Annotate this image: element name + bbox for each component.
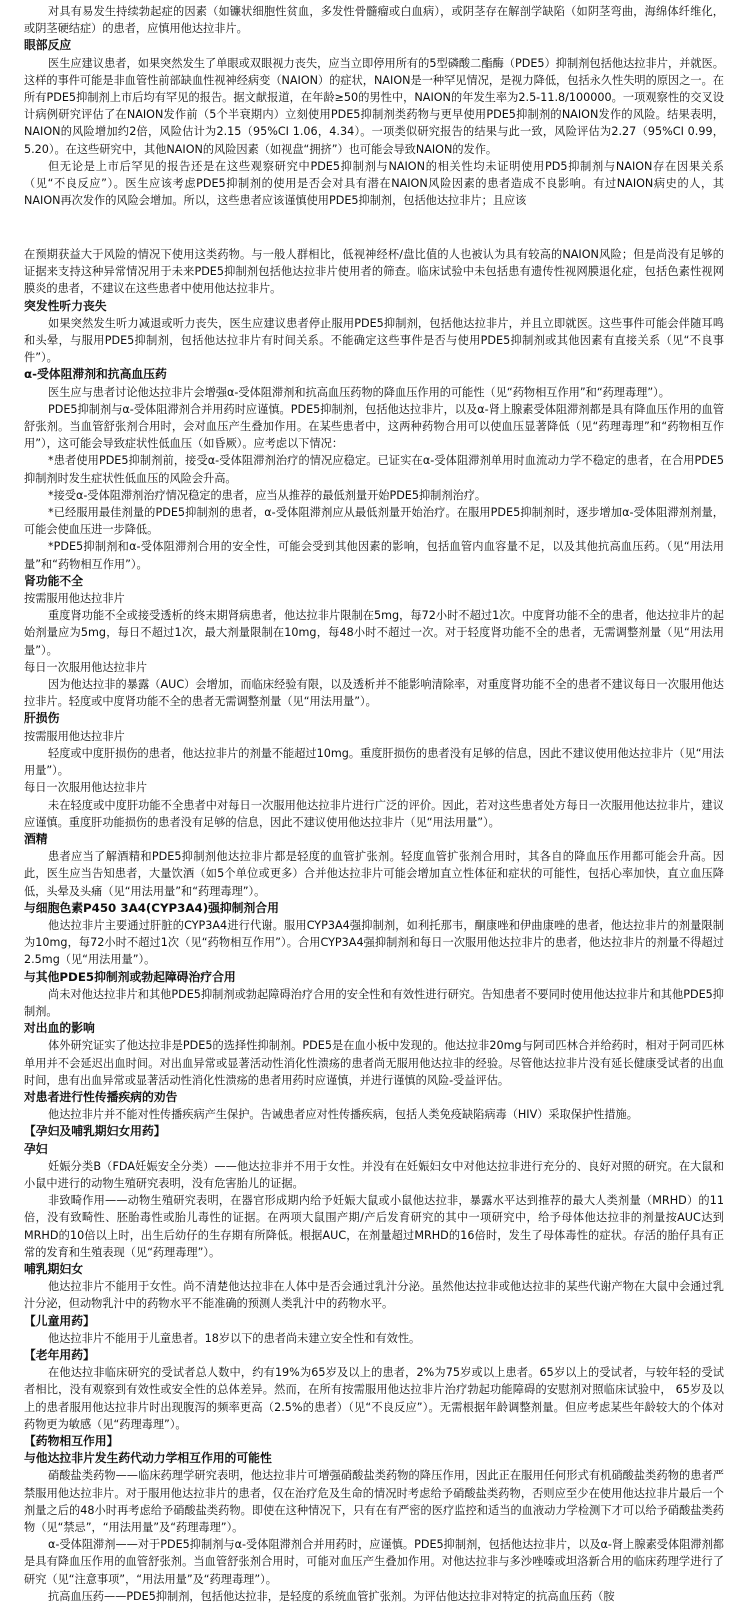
paragraph: 他达拉非片并不能对性传播疾病产生保护。告诫患者应对性传播疾病，包括人类免疫缺陷病毒（HIV）采取保护性措施。 xyxy=(48,1108,638,1122)
paragraph: 尚未对他达拉非片和其他PDE5抑制剂或勃起障碍治疗合用的安全性和有效性进行研究。告知患者不要同时使用他达拉非片和其他PDE5抑制剂。 xyxy=(24,987,724,1018)
paragraph: 重度肾功能不全或接受透析的终末期肾病患者，他达拉非片限制在5mg，每72小时不超过1次。中度肾功能不全的患者，他达拉非片的起始剂量应为5mg，每日不超过1次，最大剂量限制在10mg，每48小时不超过一次。对于轻度肾功能不全的患者，无需调整剂量（见“用法用量”）。 xyxy=(24,609,724,657)
subheading: 按需服用他达拉非片 xyxy=(24,729,125,743)
subheading: 每日一次服用他达拉非片 xyxy=(24,781,148,795)
paragraph: *患者使用PDE5抑制剂前，接受α-受体阻滞剂治疗的情况应稳定。已证实在α-受体阻滞剂单用时血流动力学不稳定的患者，在合用PDE5抑制剂时发生症状性低血压的风险会升高。 xyxy=(24,454,724,485)
paragraph: 他达拉非片主要通过肝脏的CYP3A4进行代谢。服用CYP3A4强抑制剂，如利托那韦，酮康唑和伊曲康唑的患者，他达拉非片的剂量限制为10mg，每72小时不超过1次（见“药物相互作用”）。合用CYP3A4强抑制剂和每日一次服用他达拉非片的患者，他达拉非片的剂量不得超过2.5mg（见“用法用量”）。 xyxy=(24,918,724,967)
paragraph: *接受α-受体阻滞剂治疗情况稳定的患者，应当从推荐的最低剂量开始PDE5抑制剂治疗。 xyxy=(48,488,487,502)
paragraph: 在他达拉非临床研究的受试者总人数中，约有19%为65岁及以上的患者，2%为75岁或以上患者。65岁以上的受试者，与较年轻的受试者相比，没有观察到有效性或安全性的总体差异。然而，在所有按需服用他达拉非片治疗勃起功能障碍的安慰剂对照临床试验中， 65岁及以上的患者服用他达拉非片时出现腹泻的频率更高（2.5%的患者）（见“不良反应”）。无需根据年龄调整剂量。但应考虑某些年龄较大的个体对药物更为敏感（见“药理毒理”）。 xyxy=(24,1366,724,1431)
chapter-heading: 【儿童用药】 xyxy=(24,1313,95,1328)
section-heading: 对患者进行性传播疾病的劝告 xyxy=(24,1089,178,1104)
paragraph: 硝酸盐类药物——临床药理学研究表明，他达拉非片可增强硝酸盐类药物的降压作用，因此正在服用任何形式有机硝酸盐类药物的患者严禁服用他达拉非片。对于服用他达拉非片的患者，仅在治疗危及生命的情况时考虑给予硝酸盐类药物，否则应至少在使用他达拉非片最后一个剂量之后的48小时再考虑给予硝酸盐类药物。即使在这种情况下，只有在有严密的医疗监控和适当的血液动力学检测下才可以给予硝酸盐类药物（见“禁忌”，“用法用量”及“药理毒理”）。 xyxy=(24,1469,724,1535)
paragraph: *PDE5抑制剂和α-受体阻滞剂合用的安全性，可能会受到其他因素的影响，包括血管内血容量不足，以及其他抗高血压药。（见“用法用量”和“药物相互作用”）。 xyxy=(24,540,724,571)
subheading: 按需服用他达拉非片 xyxy=(24,592,125,606)
chapter-heading: 【孕妇及哺乳期妇女用药】 xyxy=(24,1124,166,1139)
paragraph: 医生应与患者讨论他达拉非片会增强α-受体阻滞剂和抗高血压药物的降血压作用的可能性（见“药物相互作用”和“药理毒理”）。 xyxy=(48,385,670,399)
subheading: 每日一次服用他达拉非片 xyxy=(24,660,148,674)
paragraph: *已经服用最佳剂量的PDE5抑制剂的患者，α-受体阻滞剂应从最低剂量开始治疗。在服用PDE5抑制剂时，逐步增加α-受体阻滞剂剂量，可能会使血压进一步降低。 xyxy=(24,506,724,537)
paragraph: 他达拉非片不能用于儿童患者。18岁以下的患者尚未建立安全性和有效性。 xyxy=(48,1331,421,1345)
paragraph: 如果突然发生听力减退或听力丧失，医生应建议患者停止服用PDE5抑制剂，包括他达拉非片，并且立即就医。这些事件可能会伴随耳鸣和头晕，与服用PDE5抑制剂，包括他达拉非片有时间关系。不能确定这些事件是否与使用PDE5抑制剂或其他因素有直接关系（见“不良事件”）。 xyxy=(24,316,724,365)
paragraph: 在预期获益大于风险的情况下使用这类药物。与一般人群相比，低视神经杯/盘比值的人也被认为具有较高的NAION风险；但是尚没有足够的证据来支持这种异常情况用于未来PDE5抑制剂包括他达拉非片使用者的筛查。临床试验中未包括患有遗传性视网膜退化症，包括色素性视网膜炎的患者，不建议在这些患者中使用他达拉非片。 xyxy=(24,248,724,296)
paragraph: PDE5抑制剂与α-受体阻滞剂合并用药时应谨慎。PDE5抑制剂，包括他达拉非片，以及α-肾上腺素受体阻滞剂都是具有降血压作用的血管舒张剂。当血管舒张剂合用时，会对血压产生叠加作用。在某些患者中，这两种药物合用可以使血压显著降低（见“药理毒理”和“药物相互作用”），这可能会导致症状性低血压（如昏厥）。应考虑以下情况： xyxy=(24,402,724,451)
section-heading: 肝损伤 xyxy=(24,711,60,726)
paragraph: 未在轻度或中度肝功能不全患者中对每日一次服用他达拉非片进行广泛的评价。因此，若对这些患者处方每日一次服用他达拉非片，建议应谨慎。重度肝功能损伤的患者没有足够的信息，因此不建议使用他达拉非片（见“用法用量”）。 xyxy=(24,798,724,829)
section-heading: 与他达拉非片发生药代动力学相互作用的可能性 xyxy=(24,1451,272,1466)
paragraph: 对具有易发生持续勃起症的因素（如镰状细胞性贫血，多发性骨髓瘤或白血病），或阴茎存在解剖学缺陷（如阴茎弯曲，海绵体纤维化，或阴茎硬结症）的患者，应慎用他达拉非片。 xyxy=(24,5,724,36)
paragraph: 他达拉非片不能用于女性。尚不清楚他达拉非在人体中是否会通过乳汁分泌。虽然他达拉非或他达拉非的某些代谢产物在大鼠中会通过乳汁分泌，但动物乳汁中的药物水平不能准确的预测人类乳汁中的药物水平。 xyxy=(24,1280,724,1311)
paragraph: α-受体阻滞剂——对于PDE5抑制剂与α-受体阻滞剂合并用药时，应谨慎。PDE5抑制剂，包括他达拉非片，以及α-肾上腺素受体阻滞剂都是具有降血压作用的血管舒张剂。当血管舒张剂合用时，可能对血压产生叠加作用。对他达拉非与多沙唑嗪或坦洛新合用的临床药理学进行了研究（见“注意事项”，“用法用量”及“药理毒理”）。 xyxy=(24,1538,724,1586)
paragraph: 因为他达拉非的暴露（AUC）会增加，而临床经验有限，以及透析并不能影响清除率，对重度肾功能不全的患者不建议每日一次服用他达拉非片。轻度或中度肾功能不全的患者无需调整剂量（见“用法用量”）。 xyxy=(24,678,724,709)
section-heading: 对出血的影响 xyxy=(24,1021,95,1036)
paragraph: 医生应建议患者，如果突然发生了单眼或双眼视力丧失，应当立即停用所有的5型磷酸二酯酶（PDE5）抑制剂包括他达拉非片，并就医。这样的事件可能是非血管性前部缺血性视神经病变（NAION）的症状，NAION是一种罕见情况，是视力降低，包括永久性失明的原因之一。在所有PDE5抑制剂上市后均有罕见的报告。据文献报道，在年龄≥50的男性中，NAION的年发生率为2.5-11.8/100000。一项观察性的交叉设计病例研究评估了在NAION发作前（5个半衰期内）立刻使用PDE5抑制剂类药物与更早使用PDE5抑制剂的NAION发作的风险。结果表明，NAION的风险增加约2倍，风险估计为2.15（95%CI 1.06，4.34）。一项类似研究报告的结果与此一致，风险评估为2.27（95%CI 0.99，5.20）。在这些研究中，其他NAION的风险因素（如视盘“拥挤”）也可能会导致NAION的发作。 xyxy=(24,56,724,156)
section-heading: 与其他PDE5抑制剂或勃起障碍治疗合用 xyxy=(24,969,236,984)
paragraph: 体外研究证实了他达拉非是PDE5的选择性抑制剂。PDE5是在血小板中发现的。他达拉非20mg与阿司匹林合并给药时，相对于阿司匹林单用并不会延迟出血时间。对出血异常或显著活动性消化性溃疡的患者尚无服用他达拉非的经验。尽管他达拉非片没有延长健康受试者的出血时间，患有出血异常或显著活动性消化性溃疡的患者用药时应谨慎，并进行谨慎的风险-受益评估。 xyxy=(24,1039,724,1087)
paragraph: 非致畸作用——动物生殖研究表明，在器官形成期内给予妊娠大鼠或小鼠他达拉非，暴露水平达到推荐的最大人类剂量（MRHD）的11倍，没有致畸性、胚胎毒性或胎儿毒性的证据。在两项大鼠围产期/产后发育研究的其中一项研究中，给予母体他达拉非的剂量按AUC达到MRHD的10倍以上时，出生后幼仔的生存期有所降低。根据AUC，在剂量超过MRHD的16倍时，发生了母体毒性的症状。存活的胎仔具有正常的发育和生殖表现（见“药理毒理”）。 xyxy=(24,1194,724,1259)
section-heading: 眼部反应 xyxy=(24,38,72,53)
page-bottom-section xyxy=(24,246,724,1605)
paragraph: 患者应当了解酒精和PDE5抑制剂他达拉非片都是轻度的血管扩张剂。轻度血管扩张剂合用时，其各自的降血压作用都可能会升高。因此，医生应当告知患者，大量饮酒（如5个单位或更多）合并他达拉非片可能会增加直立性体征和症状的可能性，包括心率加快，直立血压降低，头晕及头痛（见“用法用量”和“药理毒理”）。 xyxy=(24,850,724,898)
section-heading: 孕妇 xyxy=(24,1141,48,1156)
paragraph: 但无论是上市后罕见的报告还是在这些观察研究中PDE5抑制剂与NAION的相关性均未证明使用PD5抑制剂与NAION存在因果关系（见“不良反应”）。医生应该考虑PDE5抑制剂的使用是否会对具有潜在NAION风险因素的患者造成不良影响。有过NAION病史的人，其NAION再次发作的风险会增加。所以，这些患者应该谨慎使用PDE5抑制剂，包括他达拉非片；且应该 xyxy=(24,159,724,208)
chapter-heading: 【老年用药】 xyxy=(24,1348,95,1362)
chapter-heading: 【药物相互作用】 xyxy=(24,1434,119,1449)
section-heading: 肾功能不全 xyxy=(24,573,83,588)
page-top-section xyxy=(24,3,724,209)
paragraph: 轻度或中度肝损伤的患者，他达拉非片的剂量不能超过10mg。重度肝损伤的患者没有足够的信息，因此不建议使用他达拉非片（见“用法用量”）。 xyxy=(24,746,724,778)
section-heading: 突发性听力丧失 xyxy=(24,298,107,313)
section-heading: α-受体阻滞剂和抗高血压药 xyxy=(24,367,167,382)
section-heading: 酒精 xyxy=(24,831,48,846)
paragraph: 抗高血压药——PDE5抑制剂，包括他达拉非，是轻度的系统血管扩张剂。为评估他达拉非对特定的抗高血压药（胺 xyxy=(48,1589,615,1603)
section-heading: 哺乳期妇女 xyxy=(24,1261,83,1276)
paragraph: 妊娠分类B（FDA妊娠安全分类）——他达拉非并不用于女性。并没有在妊娠妇女中对他达拉非进行充分的、良好对照的研究。在大鼠和小鼠中进行的动物生殖研究表明，没有危害胎儿的证据。 xyxy=(24,1159,724,1190)
section-heading: 与细胞色素P450 3A4(CYP3A4)强抑制剂合用 xyxy=(24,900,279,915)
